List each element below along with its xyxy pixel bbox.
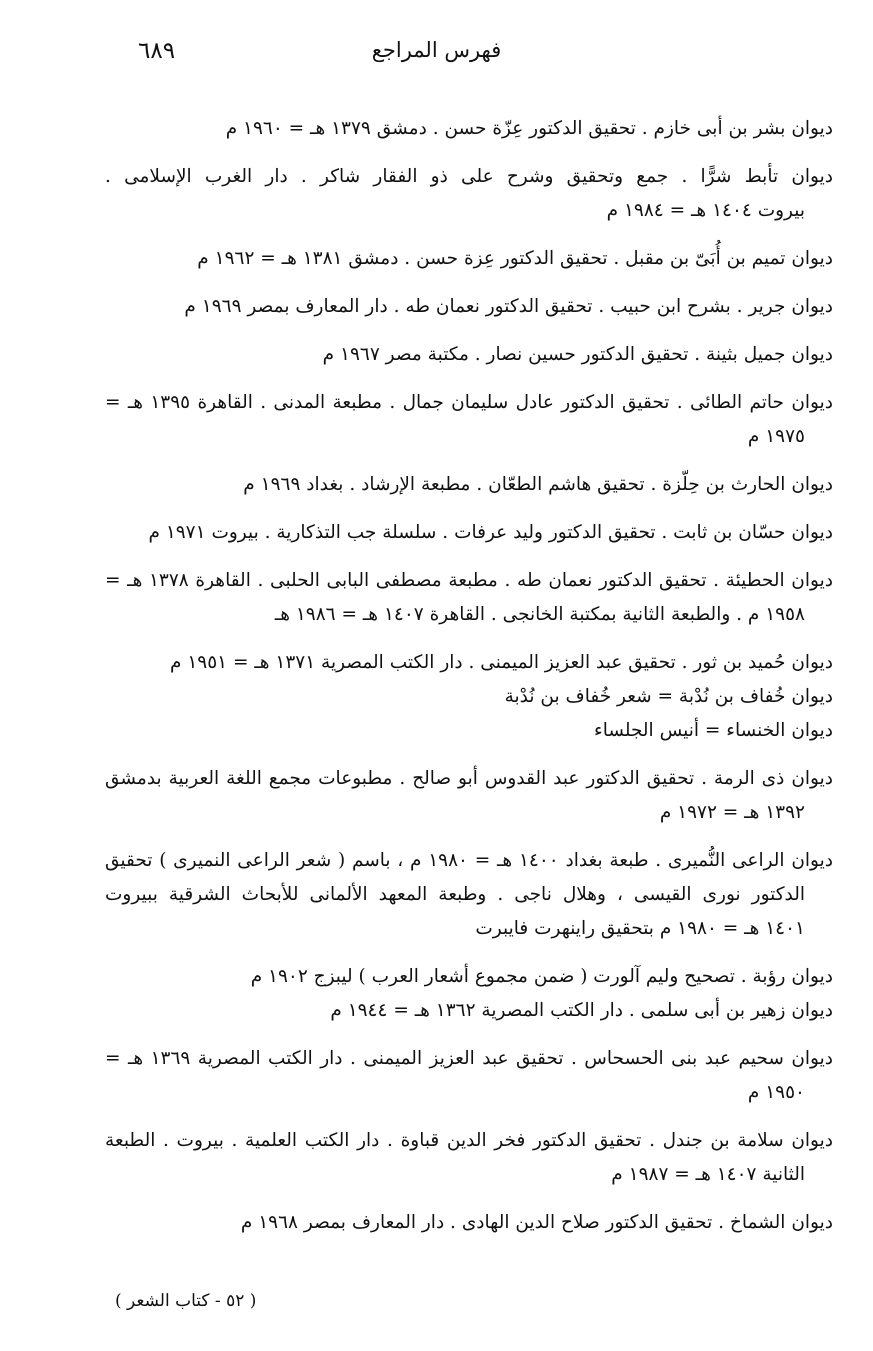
bibliography-entry xyxy=(105,386,833,454)
bibliography-entry xyxy=(105,1124,833,1192)
bibliography-entry xyxy=(105,646,833,748)
entry-line: ديوان تميم بن أُبَىّ بن مقبل . تحقيق الدكتور عِزة حسن . دمشق ١٣٨١ هـ = ١٩٦٢ م xyxy=(197,248,833,269)
bibliography-entry xyxy=(105,468,833,502)
entry-line: ديوان الشماخ . تحقيق الدكتور صلاح الدين الهادى . دار المعارف بمصر ١٩٦٨ م xyxy=(240,1212,833,1233)
entry-continuation-line: الدكتور نورى القيسى ، وهلال ناجى . وطبعة المعهد الألمانى للأبحاث الشرقية ببيروت xyxy=(105,884,805,905)
bibliography-entry xyxy=(105,516,833,550)
signature-mark: ( ٥٢ - كتاب الشعر ) xyxy=(115,1291,257,1311)
entry-continuation-line: ١٤٠١ هـ = ١٩٨٠ م بتحقيق راينهرت فايبرت xyxy=(475,918,805,939)
entry-line: ديوان زهير بن أبى سلمى . دار الكتب المصرية ١٣٦٢ هـ = ١٩٤٤ م xyxy=(330,1000,833,1021)
entry-continuation-line: ١٩٥٠ م xyxy=(747,1082,805,1103)
entry-line: ديوان الحطيئة . تحقيق الدكتور نعمان طه . مطبعة مصطفى البابى الحلبى . القاهرة ١٣٧٨ هـ = xyxy=(105,570,833,591)
bibliography-entry xyxy=(105,338,833,372)
page-header xyxy=(120,38,753,78)
page-title: فهرس المراجع xyxy=(371,38,502,62)
page-number: ٦٨٩ xyxy=(138,38,176,64)
bibliography-entry xyxy=(105,160,833,228)
entry-continuation-line: ١٣٩٢ هـ = ١٩٧٢ م xyxy=(659,802,805,823)
entry-line: ديوان سحيم عبد بنى الحسحاس . تحقيق عبد العزيز الميمنى . دار الكتب المصرية ١٣٦٩ هـ = xyxy=(105,1048,833,1069)
bibliography-entry xyxy=(105,112,833,146)
entry-line: ديوان حسّان بن ثابت . تحقيق الدكتور وليد عرفات . سلسلة جب التذكارية . بيروت ١٩٧١ م xyxy=(148,522,833,543)
entry-line: ديوان الخنساء = أنيس الجلساء xyxy=(594,720,833,741)
bibliography-list xyxy=(105,112,833,1254)
bibliography-entry xyxy=(105,1206,833,1240)
bibliography-entry xyxy=(105,762,833,830)
entry-line: ديوان تأبط شرًّا . جمع وتحقيق وشرح على ذو الفقار شاكر . دار الغرب الإسلامى . xyxy=(105,166,833,187)
bibliography-entry xyxy=(105,242,833,276)
entry-continuation-line: ١٩٧٥ م xyxy=(747,426,805,447)
entry-line: ديوان جميل بثينة . تحقيق الدكتور حسين نصار . مكتبة مصر ١٩٦٧ م xyxy=(322,344,833,365)
bibliography-entry xyxy=(105,960,833,1028)
bibliography-entry xyxy=(105,844,833,946)
bibliography-entry xyxy=(105,290,833,324)
entry-line: ديوان رؤبة . تصحيح وليم آلورت ( ضمن مجموع أشعار العرب ) ليبزج ١٩٠٢ م xyxy=(250,966,833,987)
entry-line: ديوان الحارث بن حِلّزة . تحقيق هاشم الطعّان . مطبعة الإرشاد . بغداد ١٩٦٩ م xyxy=(243,474,833,495)
entry-line: ديوان خُفاف بن نُدْبة = شعر خُفاف بن نُدْبة xyxy=(504,686,833,707)
entry-line: ديوان بشر بن أبى خازم . تحقيق الدكتور عِزّة حسن . دمشق ١٣٧٩ هـ = ١٩٦٠ م xyxy=(225,118,833,139)
bibliography-entry xyxy=(105,564,833,632)
entry-line: ديوان جرير . بشرح ابن حبيب . تحقيق الدكتور نعمان طه . دار المعارف بمصر ١٩٦٩ م xyxy=(184,296,833,317)
entry-line: ديوان ذى الرمة . تحقيق الدكتور عبد القدوس أبو صالح . مطبوعات مجمع اللغة العربية بدمشق xyxy=(105,768,833,789)
entry-line: ديوان سلامة بن جندل . تحقيق الدكتور فخر الدين قباوة . دار الكتب العلمية . بيروت . الطبعة xyxy=(105,1130,833,1151)
entry-line: ديوان حاتم الطائى . تحقيق الدكتور عادل سليمان جمال . مطبعة المدنى . القاهرة ١٣٩٥ هـ = xyxy=(105,392,833,413)
entry-continuation-line: ١٩٥٨ م . والطبعة الثانية بمكتبة الخانجى . القاهرة ١٤٠٧ هـ = ١٩٨٦ هـ xyxy=(274,604,805,625)
entry-line: ديوان الراعى النُّميرى . طبعة بغداد ١٤٠٠ هـ = ١٩٨٠ م ، باسم ( شعر الراعى النميرى ) تحقيق xyxy=(105,850,833,871)
entry-continuation-line: بيروت ١٤٠٤ هـ = ١٩٨٤ م xyxy=(606,200,805,221)
entry-continuation-line: الثانية ١٤٠٧ هـ = ١٩٨٧ م xyxy=(611,1164,805,1185)
entry-line: ديوان حُميد بن ثور . تحقيق عبد العزيز الميمنى . دار الكتب المصرية ١٣٧١ هـ = ١٩٥١ م xyxy=(169,652,833,673)
bibliography-entry xyxy=(105,1042,833,1110)
